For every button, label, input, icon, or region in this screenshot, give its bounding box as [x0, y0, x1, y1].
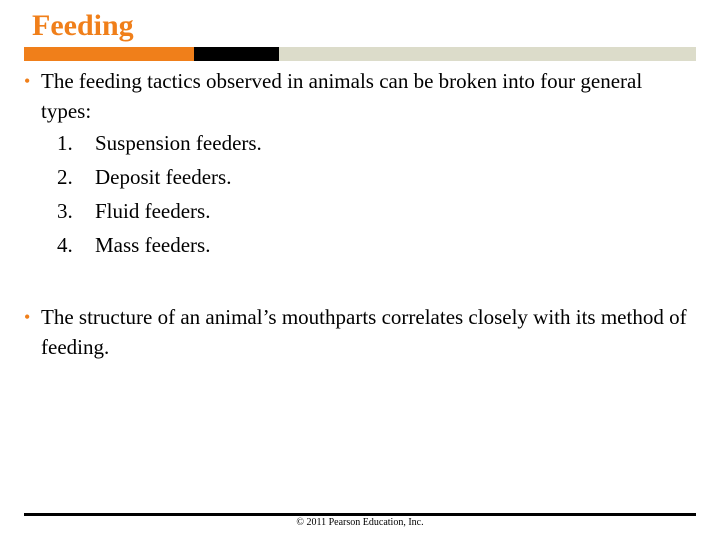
slide-title: Feeding [32, 9, 134, 42]
bullet-feeding-tactics [24, 66, 694, 126]
title-bar-gray [279, 47, 696, 61]
bullet-text: The feeding tactics observed in animals can be broken into four general types: [41, 69, 643, 123]
bullet-icon: • [24, 307, 31, 327]
spacer [24, 262, 694, 302]
list-item [24, 126, 694, 160]
list-number: 2. [57, 165, 73, 189]
list-item-text: Mass feeders. [95, 233, 211, 257]
list-item [24, 194, 694, 228]
bullet-text: The structure of an animal’s mouthparts correlates closely with its method of feeding. [41, 305, 687, 359]
list-number: 4. [57, 233, 73, 257]
title-bar-black [194, 47, 279, 61]
bullet-mouthparts [24, 302, 694, 362]
list-number: 1. [57, 131, 73, 155]
feeding-types-list [24, 126, 694, 262]
list-item-text: Deposit feeders. [95, 165, 232, 189]
list-item [24, 160, 694, 194]
copyright-footer: © 2011 Pearson Education, Inc. [296, 517, 424, 528]
footer-divider [24, 513, 696, 516]
list-item-text: Fluid feeders. [95, 199, 211, 223]
list-item [24, 228, 694, 262]
title-bar-orange [24, 47, 194, 61]
list-item-text: Suspension feeders. [95, 131, 262, 155]
slide-body [24, 66, 694, 362]
list-number: 3. [57, 199, 73, 223]
bullet-icon: • [24, 71, 31, 91]
